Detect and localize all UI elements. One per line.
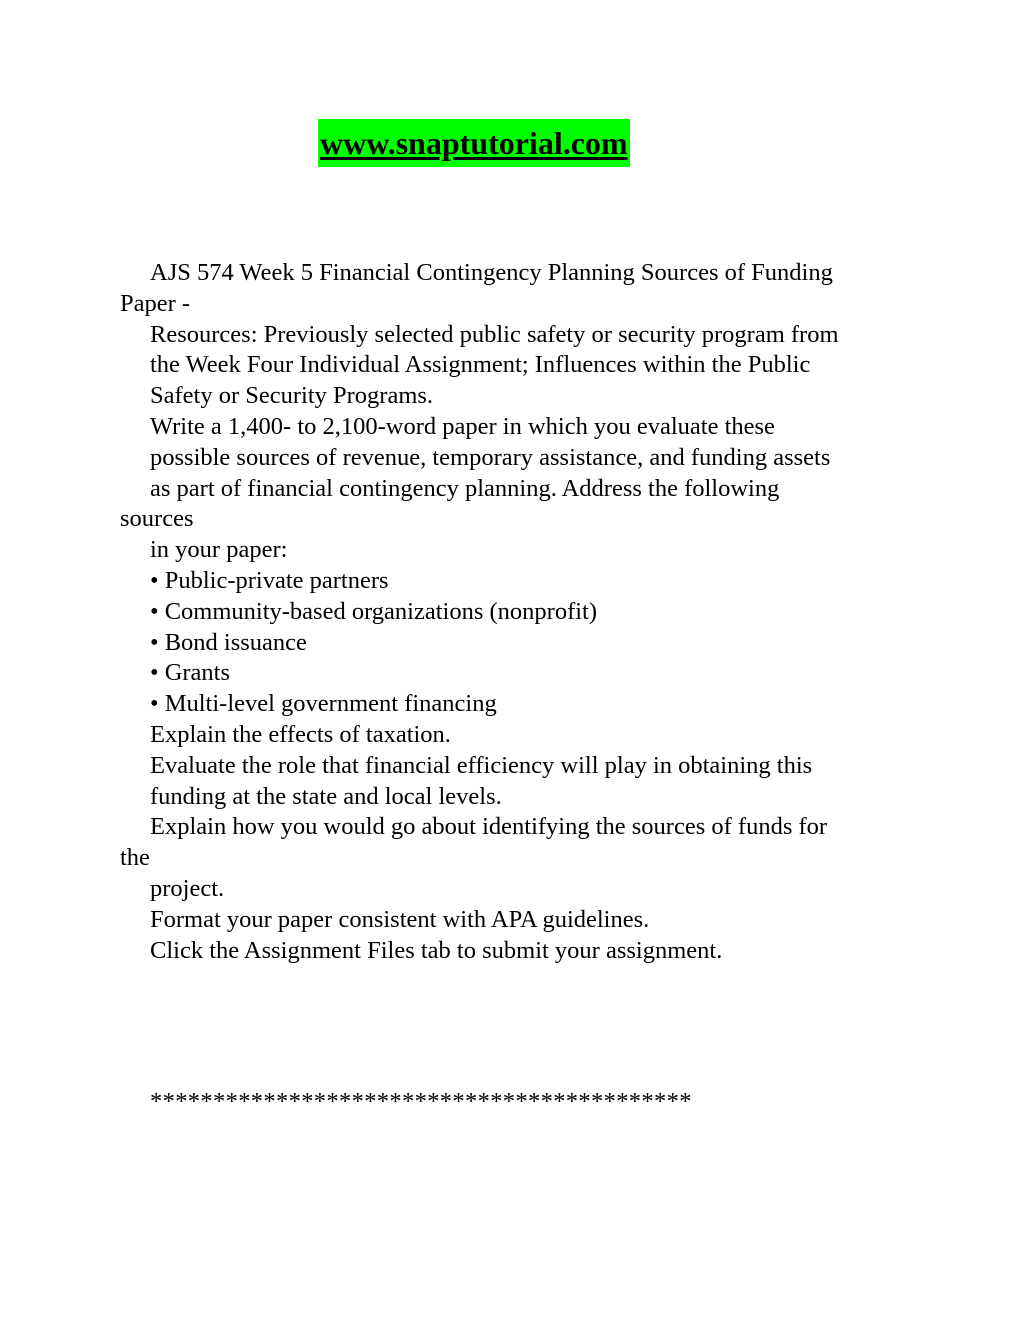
instruction-line: project. [150, 874, 225, 902]
instruction-line: possible sources of revenue, temporary assistance, and funding assets [150, 443, 831, 471]
instruction-line: in your paper: [150, 536, 288, 564]
instruction-line: Explain the effects of taxation. [150, 720, 451, 748]
instruction-line: funding at the state and local levels. [150, 782, 502, 810]
bullet-item: • Grants [150, 659, 231, 687]
resources-line: Resources: Previously selected public safety or security program from [150, 320, 839, 348]
instruction-line: Format your paper consistent with APA guidelines. [150, 905, 650, 933]
bullet-item: • Multi-level government financing [150, 690, 497, 718]
instruction-line-wrap: the [120, 844, 150, 872]
instruction-line: as part of financial contingency planning. Address the following [150, 474, 780, 502]
bullet-item: • Bond issuance [150, 628, 307, 656]
separator-stars: ******************************************* [150, 1088, 692, 1115]
instruction-line: Evaluate the role that financial efficiency will play in obtaining this [150, 751, 813, 779]
site-link[interactable]: www.snaptutorial.com [318, 119, 630, 167]
instruction-line: Write a 1,400- to 2,100-word paper in which you evaluate these [150, 412, 775, 440]
title-line-wrap: Paper - [120, 289, 191, 317]
bullet-item: • Public-private partners [150, 566, 389, 594]
resources-line: Safety or Security Programs. [150, 382, 434, 410]
title-line: AJS 574 Week 5 Financial Contingency Planning Sources of Funding [150, 259, 833, 286]
instruction-line: Click the Assignment Files tab to submit your assignment. [150, 936, 723, 964]
instruction-line-wrap: sources [120, 505, 194, 533]
resources-line: the Week Four Individual Assignment; Influences within the Public [150, 351, 811, 379]
bullet-item: • Community-based organizations (nonprofit) [150, 597, 598, 625]
assignment-description [120, 258, 920, 966]
instruction-line: Explain how you would go about identifying the sources of funds for [150, 813, 828, 841]
